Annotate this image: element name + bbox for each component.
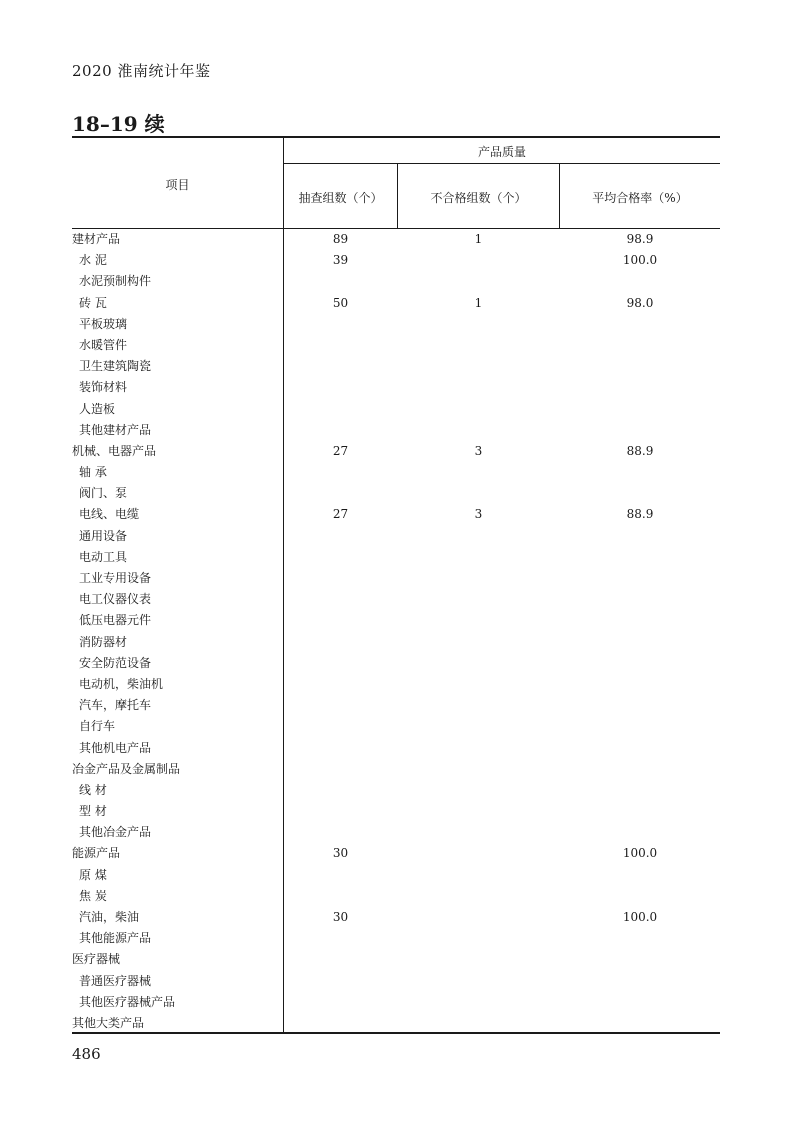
table-row [72, 971, 720, 992]
row-label: 卫生建筑陶瓷 [79, 359, 152, 374]
column-header-failed-groups: 不合格组数（个） [430, 191, 527, 205]
row-label: 电动机，柴油机 [79, 676, 164, 691]
row-label: 安全防范设备 [79, 655, 152, 670]
row-label: 冶金产品及金属制品 [72, 761, 181, 776]
table-row [72, 907, 720, 928]
sampled-groups-value: 27 [332, 443, 349, 458]
table-row [72, 229, 720, 250]
table-row [72, 843, 720, 864]
table-row [72, 738, 720, 759]
failed-groups-value: 1 [474, 295, 483, 310]
row-label: 消防器材 [79, 634, 128, 649]
table-row [72, 928, 720, 949]
book-title: 2020 淮南统计年鉴 [72, 62, 211, 80]
table-row [72, 271, 720, 292]
row-label: 其他冶金产品 [79, 825, 152, 840]
sampled-groups-value: 27 [332, 507, 349, 522]
pass-rate-value: 100.0 [622, 253, 658, 268]
row-label: 其他能源产品 [79, 931, 152, 946]
table-row [72, 695, 720, 716]
row-label: 其他机电产品 [79, 740, 152, 755]
row-label: 其他大类产品 [72, 1015, 145, 1030]
row-label: 机械、电器产品 [72, 443, 157, 458]
table-row [72, 314, 720, 335]
table-row [72, 356, 720, 377]
table-row [72, 632, 720, 653]
failed-groups-value: 3 [474, 507, 483, 522]
table-row [72, 441, 720, 462]
pass-rate-value: 88.9 [626, 443, 654, 458]
row-label: 线 材 [79, 782, 107, 797]
row-label: 工业专用设备 [79, 571, 152, 585]
column-header-sampled-groups: 抽查组数（个） [298, 191, 383, 205]
group-header: 产品质量 [477, 145, 526, 159]
table-top-rule [72, 136, 720, 138]
row-label: 医疗器械 [72, 952, 121, 967]
row-label: 人造板 [79, 401, 116, 416]
table-row [72, 1013, 720, 1034]
pass-rate-value: 98.0 [626, 295, 654, 310]
row-label: 轴 承 [79, 465, 107, 480]
row-label: 低压电器元件 [79, 613, 152, 628]
table-row [72, 992, 720, 1013]
table-body [72, 229, 720, 1034]
sampled-groups-value: 30 [332, 910, 349, 924]
table-row [72, 589, 720, 610]
table-row [72, 759, 720, 780]
table-row [72, 462, 720, 483]
row-label: 水 泥 [79, 253, 107, 268]
table-row [72, 780, 720, 801]
table-row [72, 886, 720, 907]
row-label: 普通医疗器械 [79, 973, 152, 988]
row-label: 水暖管件 [79, 337, 128, 352]
table-title: 18–19 续 [72, 112, 165, 136]
sampled-groups-value: 30 [332, 846, 349, 861]
failed-groups-value: 1 [474, 232, 483, 246]
table-row [72, 420, 720, 441]
row-label: 其他医疗器械产品 [79, 994, 176, 1009]
table-row [72, 716, 720, 737]
table-row [72, 547, 720, 568]
table-row [72, 568, 720, 589]
row-label: 水泥预制构件 [79, 274, 152, 289]
row-label: 电动工具 [79, 549, 128, 564]
row-label: 通用设备 [79, 528, 128, 543]
row-label: 能源产品 [72, 846, 121, 861]
row-label: 焦 炭 [79, 888, 107, 903]
row-label: 汽车，摩托车 [79, 698, 152, 713]
table-row [72, 674, 720, 695]
failed-groups-value: 3 [474, 443, 483, 458]
row-label: 电线、电缆 [79, 507, 140, 522]
row-label: 砖 瓦 [79, 295, 107, 310]
table-row [72, 610, 720, 631]
row-label: 建材产品 [72, 232, 121, 246]
column-header-pass-rate: 平均合格率（%） [592, 191, 688, 205]
row-label: 自行车 [79, 719, 116, 734]
row-label: 阀门、泵 [79, 486, 128, 501]
table-row [72, 377, 720, 398]
table-row [72, 250, 720, 271]
row-label: 装饰材料 [79, 380, 128, 395]
sampled-groups-value: 39 [332, 253, 349, 268]
table-row [72, 335, 720, 356]
sampled-groups-value: 50 [332, 295, 349, 310]
row-label: 型 材 [79, 804, 107, 819]
sampled-groups-value: 89 [332, 232, 349, 246]
table-row [72, 526, 720, 547]
pass-rate-value: 88.9 [626, 507, 654, 522]
group-header-rule [284, 163, 720, 164]
table-row [72, 483, 720, 504]
table-row [72, 822, 720, 843]
table-row [72, 653, 720, 674]
pass-rate-value: 100.0 [622, 910, 658, 924]
pass-rate-value: 100.0 [622, 846, 658, 861]
table-row [72, 949, 720, 970]
table-row [72, 293, 720, 314]
table-row [72, 865, 720, 886]
stub-header: 项目 [165, 178, 190, 192]
table-row [72, 801, 720, 822]
table-row [72, 399, 720, 420]
page-number: 486 [72, 1045, 101, 1063]
table-row [72, 504, 720, 525]
row-label: 汽油，柴油 [79, 910, 140, 924]
row-label: 原 煤 [79, 867, 107, 882]
row-label: 平板玻璃 [79, 316, 128, 331]
row-label: 电工仪器仪表 [79, 592, 152, 607]
pass-rate-value: 98.9 [626, 232, 654, 246]
row-label: 其他建材产品 [79, 422, 152, 437]
